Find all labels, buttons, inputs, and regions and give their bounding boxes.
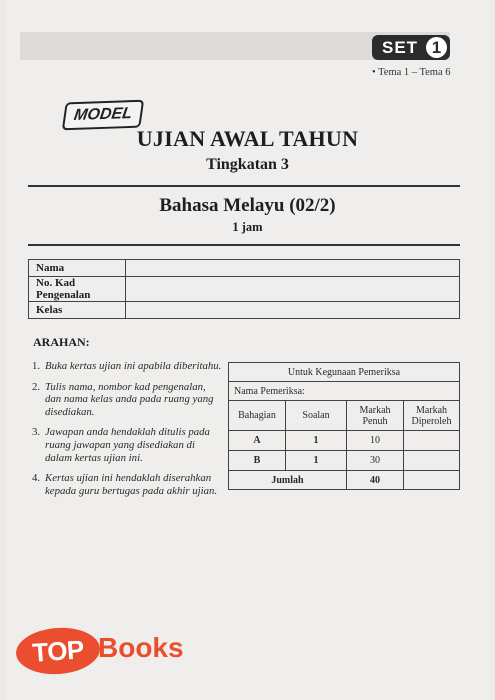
examiner-name-row (229, 382, 460, 401)
total-diperoleh-cell[interactable] (404, 471, 460, 490)
instruction-item (32, 472, 222, 497)
identity-row (29, 260, 460, 277)
instruction-item (32, 381, 222, 419)
instruction-number: 4. (32, 472, 41, 485)
exam-duration: 1 jam (232, 220, 263, 234)
header-bahagian: Bahagian (229, 401, 286, 431)
soalan-cell: 1 (286, 451, 347, 471)
class-field[interactable] (126, 302, 460, 319)
examiner-table (228, 362, 460, 490)
header-markah-penuh: Markah Penuh (347, 401, 404, 431)
markah-penuh-cell: 30 (347, 451, 404, 471)
markah-penuh-cell: 10 (347, 431, 404, 451)
identity-label: Nama (29, 260, 126, 277)
identity-row (29, 277, 460, 302)
bahagian-cell: B (229, 451, 286, 471)
exam-level: Tingkatan 3 (206, 156, 289, 173)
examiner-table-title-row (229, 363, 460, 382)
instruction-number: 1. (32, 360, 41, 372)
instruction-item (32, 360, 222, 373)
markah-diperoleh-cell[interactable] (404, 451, 460, 471)
header-markah-diperoleh: Markah Diperoleh (404, 401, 460, 431)
instruction-text: Buka kertas ujian ini apabila diberitahu. (45, 360, 222, 372)
header-soalan: Soalan (286, 401, 347, 431)
instruction-text: Kertas ujian ini hendaklah diserahkan kepada guru bertugas pada akhir ujian. (45, 472, 218, 497)
instructions-heading: ARAHAN: (33, 335, 90, 349)
soalan-cell: 1 (286, 431, 347, 451)
instruction-text: Tulis nama, nombor kad pengenalan, dan nama kelas anda pada ruang yang disediakan. (45, 380, 214, 418)
exam-title: UJIAN AWAL TAHUN (136, 126, 359, 151)
theme-range: • Tema 1 – Tema 6 (372, 67, 451, 78)
identity-row (29, 302, 460, 319)
set-badge (372, 35, 450, 60)
ic-number-field[interactable] (126, 277, 460, 302)
examiner-name-field[interactable]: Nama Pemeriksa: (229, 382, 460, 401)
identity-label: No. Kad Pengenalan (29, 277, 126, 302)
examiner-header-row (229, 401, 460, 431)
divider-top (28, 185, 460, 187)
examiner-total-row (229, 471, 460, 490)
markah-diperoleh-cell[interactable] (404, 431, 460, 451)
set-number: 1 (426, 37, 447, 58)
model-stamp-label: MODEL (72, 104, 134, 125)
total-label: Jumlah (229, 471, 347, 490)
logo-badge-text: TOP (31, 633, 85, 668)
examiner-table-title: Untuk Kegunaan Pemeriksa (229, 363, 460, 382)
name-field[interactable] (126, 260, 460, 277)
identity-table (28, 259, 460, 319)
instructions-list (32, 360, 222, 505)
examiner-row (229, 431, 460, 451)
bahagian-cell: A (229, 431, 286, 451)
divider-bottom (28, 244, 460, 246)
instruction-number: 2. (32, 380, 41, 393)
total-value: 40 (347, 471, 404, 490)
instruction-item (32, 426, 222, 464)
instruction-text: Jawapan anda hendaklah ditulis pada ruang jawapan yang disediakan di dalam kertas ujian ini. (45, 426, 210, 464)
identity-label: Kelas (29, 302, 126, 319)
set-label: SET (382, 37, 419, 57)
examiner-row (229, 451, 460, 471)
exam-subject: Bahasa Melayu (02/2) (159, 195, 336, 216)
logo-wordmark: Books (98, 632, 184, 663)
instruction-number: 3. (32, 426, 41, 439)
